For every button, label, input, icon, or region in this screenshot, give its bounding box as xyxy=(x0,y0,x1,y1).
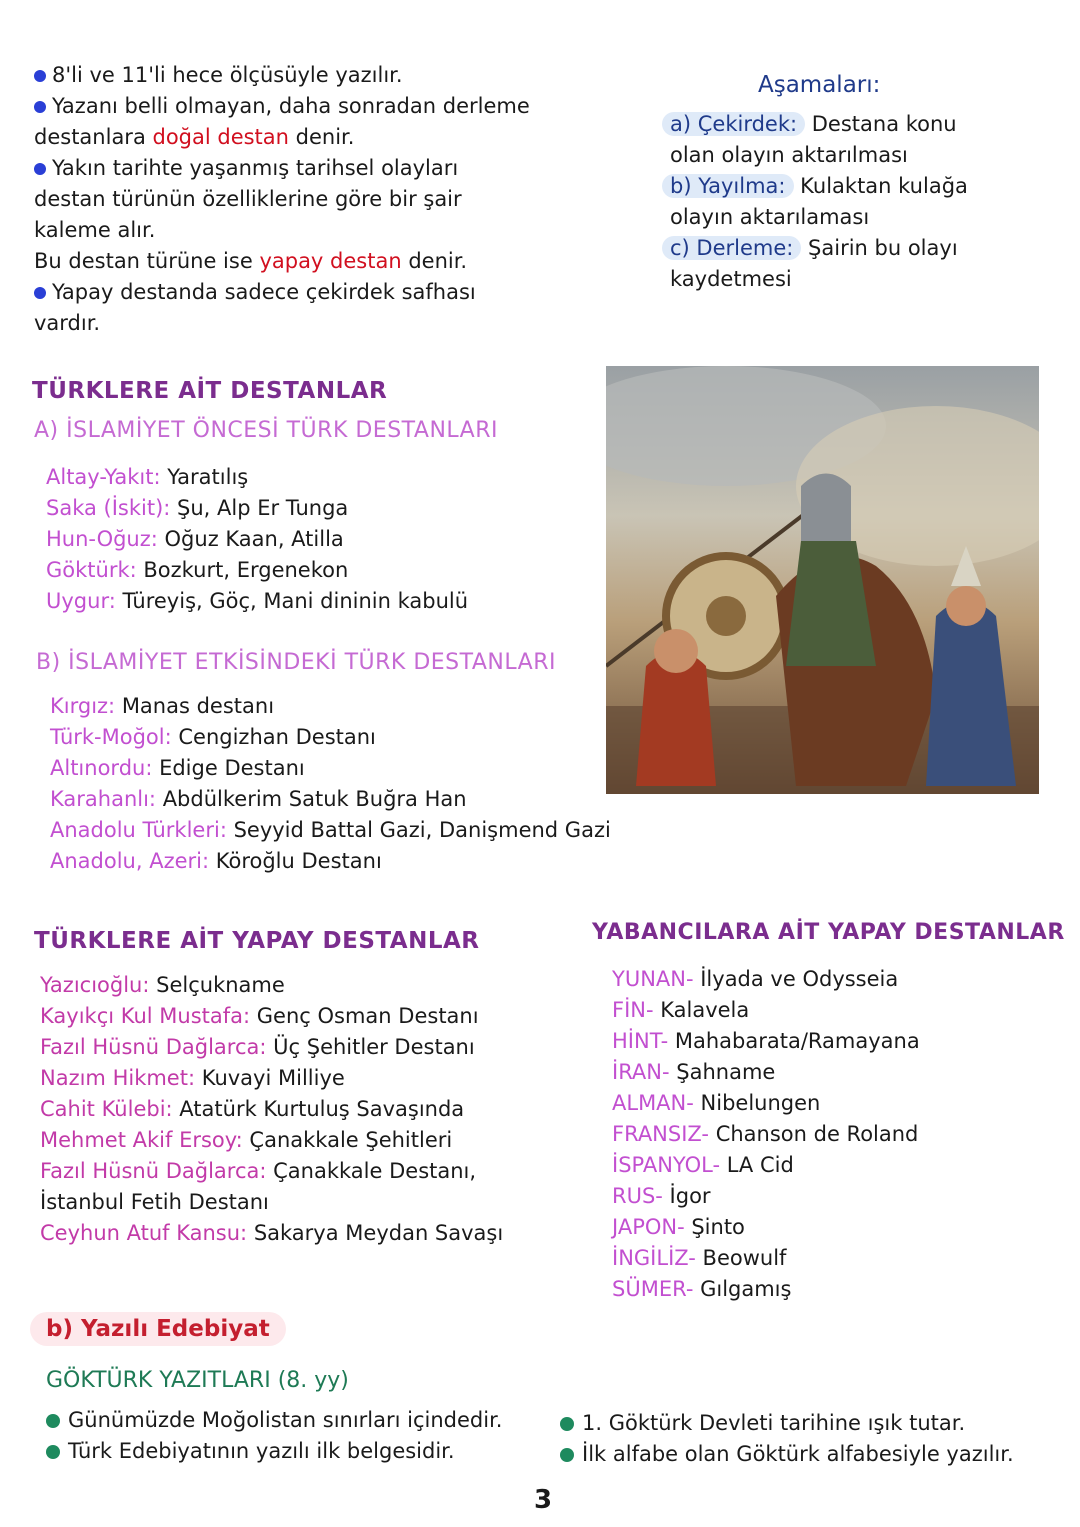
intro-line: destanlara doğal destan denir. xyxy=(34,125,355,149)
intro-line: vardır. xyxy=(34,311,101,335)
bullet-icon xyxy=(34,163,46,175)
intro-line: 8'li ve 11'li hece ölçüsüyle yazılır. xyxy=(34,60,530,91)
gokturk-right-list xyxy=(560,1408,1014,1470)
list-item: Altay-Yakıt: Yaratılış xyxy=(46,465,249,489)
list-item: Saka (İskit): Şu, Alp Er Tunga xyxy=(46,496,349,520)
list-item: Altınordu: Edige Destanı xyxy=(50,756,305,780)
list-item: Anadolu, Azeri: Köroğlu Destanı xyxy=(50,849,382,873)
stage-b-key: b) Yayılma: xyxy=(662,174,794,198)
list-item: İstanbul Fetih Destanı xyxy=(40,1190,269,1214)
list-item: İRAN- Şahname xyxy=(612,1060,776,1084)
list-item: İSPANYOL- LA Cid xyxy=(612,1153,794,1177)
list-item: Türk Edebiyatının yazılı ilk belgesidir. xyxy=(46,1436,502,1467)
list-item: YUNAN- İlyada ve Odysseia xyxy=(612,967,899,991)
warriors-illustration xyxy=(606,366,1039,794)
islamic-influence-list xyxy=(50,691,611,877)
list-item: SÜMER- Gılgamış xyxy=(612,1277,792,1301)
list-item: Yazıcıoğlu: Selçukname xyxy=(40,973,285,997)
turk-artificial-epics-list xyxy=(40,970,503,1249)
list-item: Anadolu Türkleri: Seyyid Battal Gazi, Danişmend Gazi xyxy=(50,818,611,842)
stages-block: Aşamaları: a) Çekirdek: Destana konu olan olayın aktarılması b) Yayılma: Kulaktan kulağa olayın aktarılaması c) Derleme: Şairin bu olayı kaydetmesi xyxy=(670,70,968,295)
intro-line: Yazanı belli olmayan, daha sonradan derleme xyxy=(34,91,530,122)
page-number: 3 xyxy=(534,1485,553,1515)
list-item: Kayıkçı Kul Mustafa: Genç Osman Destanı xyxy=(40,1004,479,1028)
natural-epic-term: doğal destan xyxy=(152,125,289,149)
list-item: ALMAN- Nibelungen xyxy=(612,1091,821,1115)
intro-block xyxy=(34,60,530,339)
list-item: 1. Göktürk Devleti tarihine ışık tutar. xyxy=(560,1408,1014,1439)
list-item: RUS- İgor xyxy=(612,1184,711,1208)
intro-line: destan türünün özelliklerine göre bir şair xyxy=(34,187,462,211)
bullet-icon xyxy=(34,101,46,113)
list-item: Karahanlı: Abdülkerim Satuk Buğra Han xyxy=(50,787,467,811)
list-item: Günümüzde Moğolistan sınırları içindedir. xyxy=(46,1405,502,1436)
turk-artificial-epics-title: TÜRKLERE AİT YAPAY DESTANLAR xyxy=(34,928,480,954)
list-item: Uygur: Türeyiş, Göç, Mani dininin kabulü xyxy=(46,589,469,613)
intro-line: Yakın tarihte yaşanmış tarihsel olayları xyxy=(34,153,530,184)
bullet-icon xyxy=(560,1417,574,1431)
stage-a-key: a) Çekirdek: xyxy=(662,112,805,136)
artificial-epic-term: yapay destan xyxy=(259,249,402,273)
bullet-icon xyxy=(34,70,46,82)
pre-islamic-title: A) İSLAMİYET ÖNCESİ TÜRK DESTANLARI xyxy=(34,418,498,443)
intro-line: Bu destan türüne ise yapay destan denir. xyxy=(34,249,468,273)
intro-line: Yapay destanda sadece çekirdek safhası xyxy=(34,277,530,308)
gokturk-left-list xyxy=(46,1405,502,1467)
bullet-icon xyxy=(46,1445,60,1459)
bullet-icon xyxy=(46,1414,60,1428)
turk-epics-title: TÜRKLERE AİT DESTANLAR xyxy=(32,378,388,404)
gokturk-inscriptions-title: GÖKTÜRK YAZITLARI (8. yy) xyxy=(46,1368,349,1393)
written-literature-heading: b) Yazılı Edebiyat xyxy=(30,1312,286,1346)
bullet-icon xyxy=(560,1448,574,1462)
list-item: Cahit Külebi: Atatürk Kurtuluş Savaşında xyxy=(40,1097,465,1121)
list-item: Göktürk: Bozkurt, Ergenekon xyxy=(46,558,349,582)
list-item: Nazım Hikmet: Kuvayi Milliye xyxy=(40,1066,345,1090)
list-item: İlk alfabe olan Göktürk alfabesiyle yazılır. xyxy=(560,1439,1014,1470)
list-item: Fazıl Hüsnü Dağlarca: Çanakkale Destanı, xyxy=(40,1159,477,1183)
list-item: FRANSIZ- Chanson de Roland xyxy=(612,1122,919,1146)
foreign-artificial-epics-title: YABANCILARA AİT YAPAY DESTANLAR xyxy=(592,920,1065,945)
stages-title: Aşamaları: xyxy=(758,72,881,98)
list-item: Türk-Moğol: Cengizhan Destanı xyxy=(50,725,376,749)
list-item: JAPON- Şinto xyxy=(612,1215,745,1239)
warriors-illustration-svg xyxy=(606,366,1039,794)
intro-line: kaleme alır. xyxy=(34,218,156,242)
list-item: HİNT- Mahabarata/Ramayana xyxy=(612,1029,920,1053)
list-item: İNGİLİZ- Beowulf xyxy=(612,1246,787,1270)
list-item: Ceyhun Atuf Kansu: Sakarya Meydan Savaşı xyxy=(40,1221,504,1245)
stage-c-key: c) Derleme: xyxy=(662,236,801,260)
list-item: Hun-Oğuz: Oğuz Kaan, Atilla xyxy=(46,527,344,551)
list-item: Fazıl Hüsnü Dağlarca: Üç Şehitler Destanı xyxy=(40,1035,475,1059)
islamic-influence-title: B) İSLAMİYET ETKİSİNDEKİ TÜRK DESTANLARI xyxy=(36,650,556,675)
foreign-artificial-epics-list xyxy=(612,964,920,1305)
list-item: FİN- Kalavela xyxy=(612,998,750,1022)
pre-islamic-list xyxy=(46,462,468,617)
list-item: Mehmet Akif Ersoy: Çanakkale Şehitleri xyxy=(40,1128,453,1152)
list-item: Kırgız: Manas destanı xyxy=(50,694,275,718)
bullet-icon xyxy=(34,287,46,299)
